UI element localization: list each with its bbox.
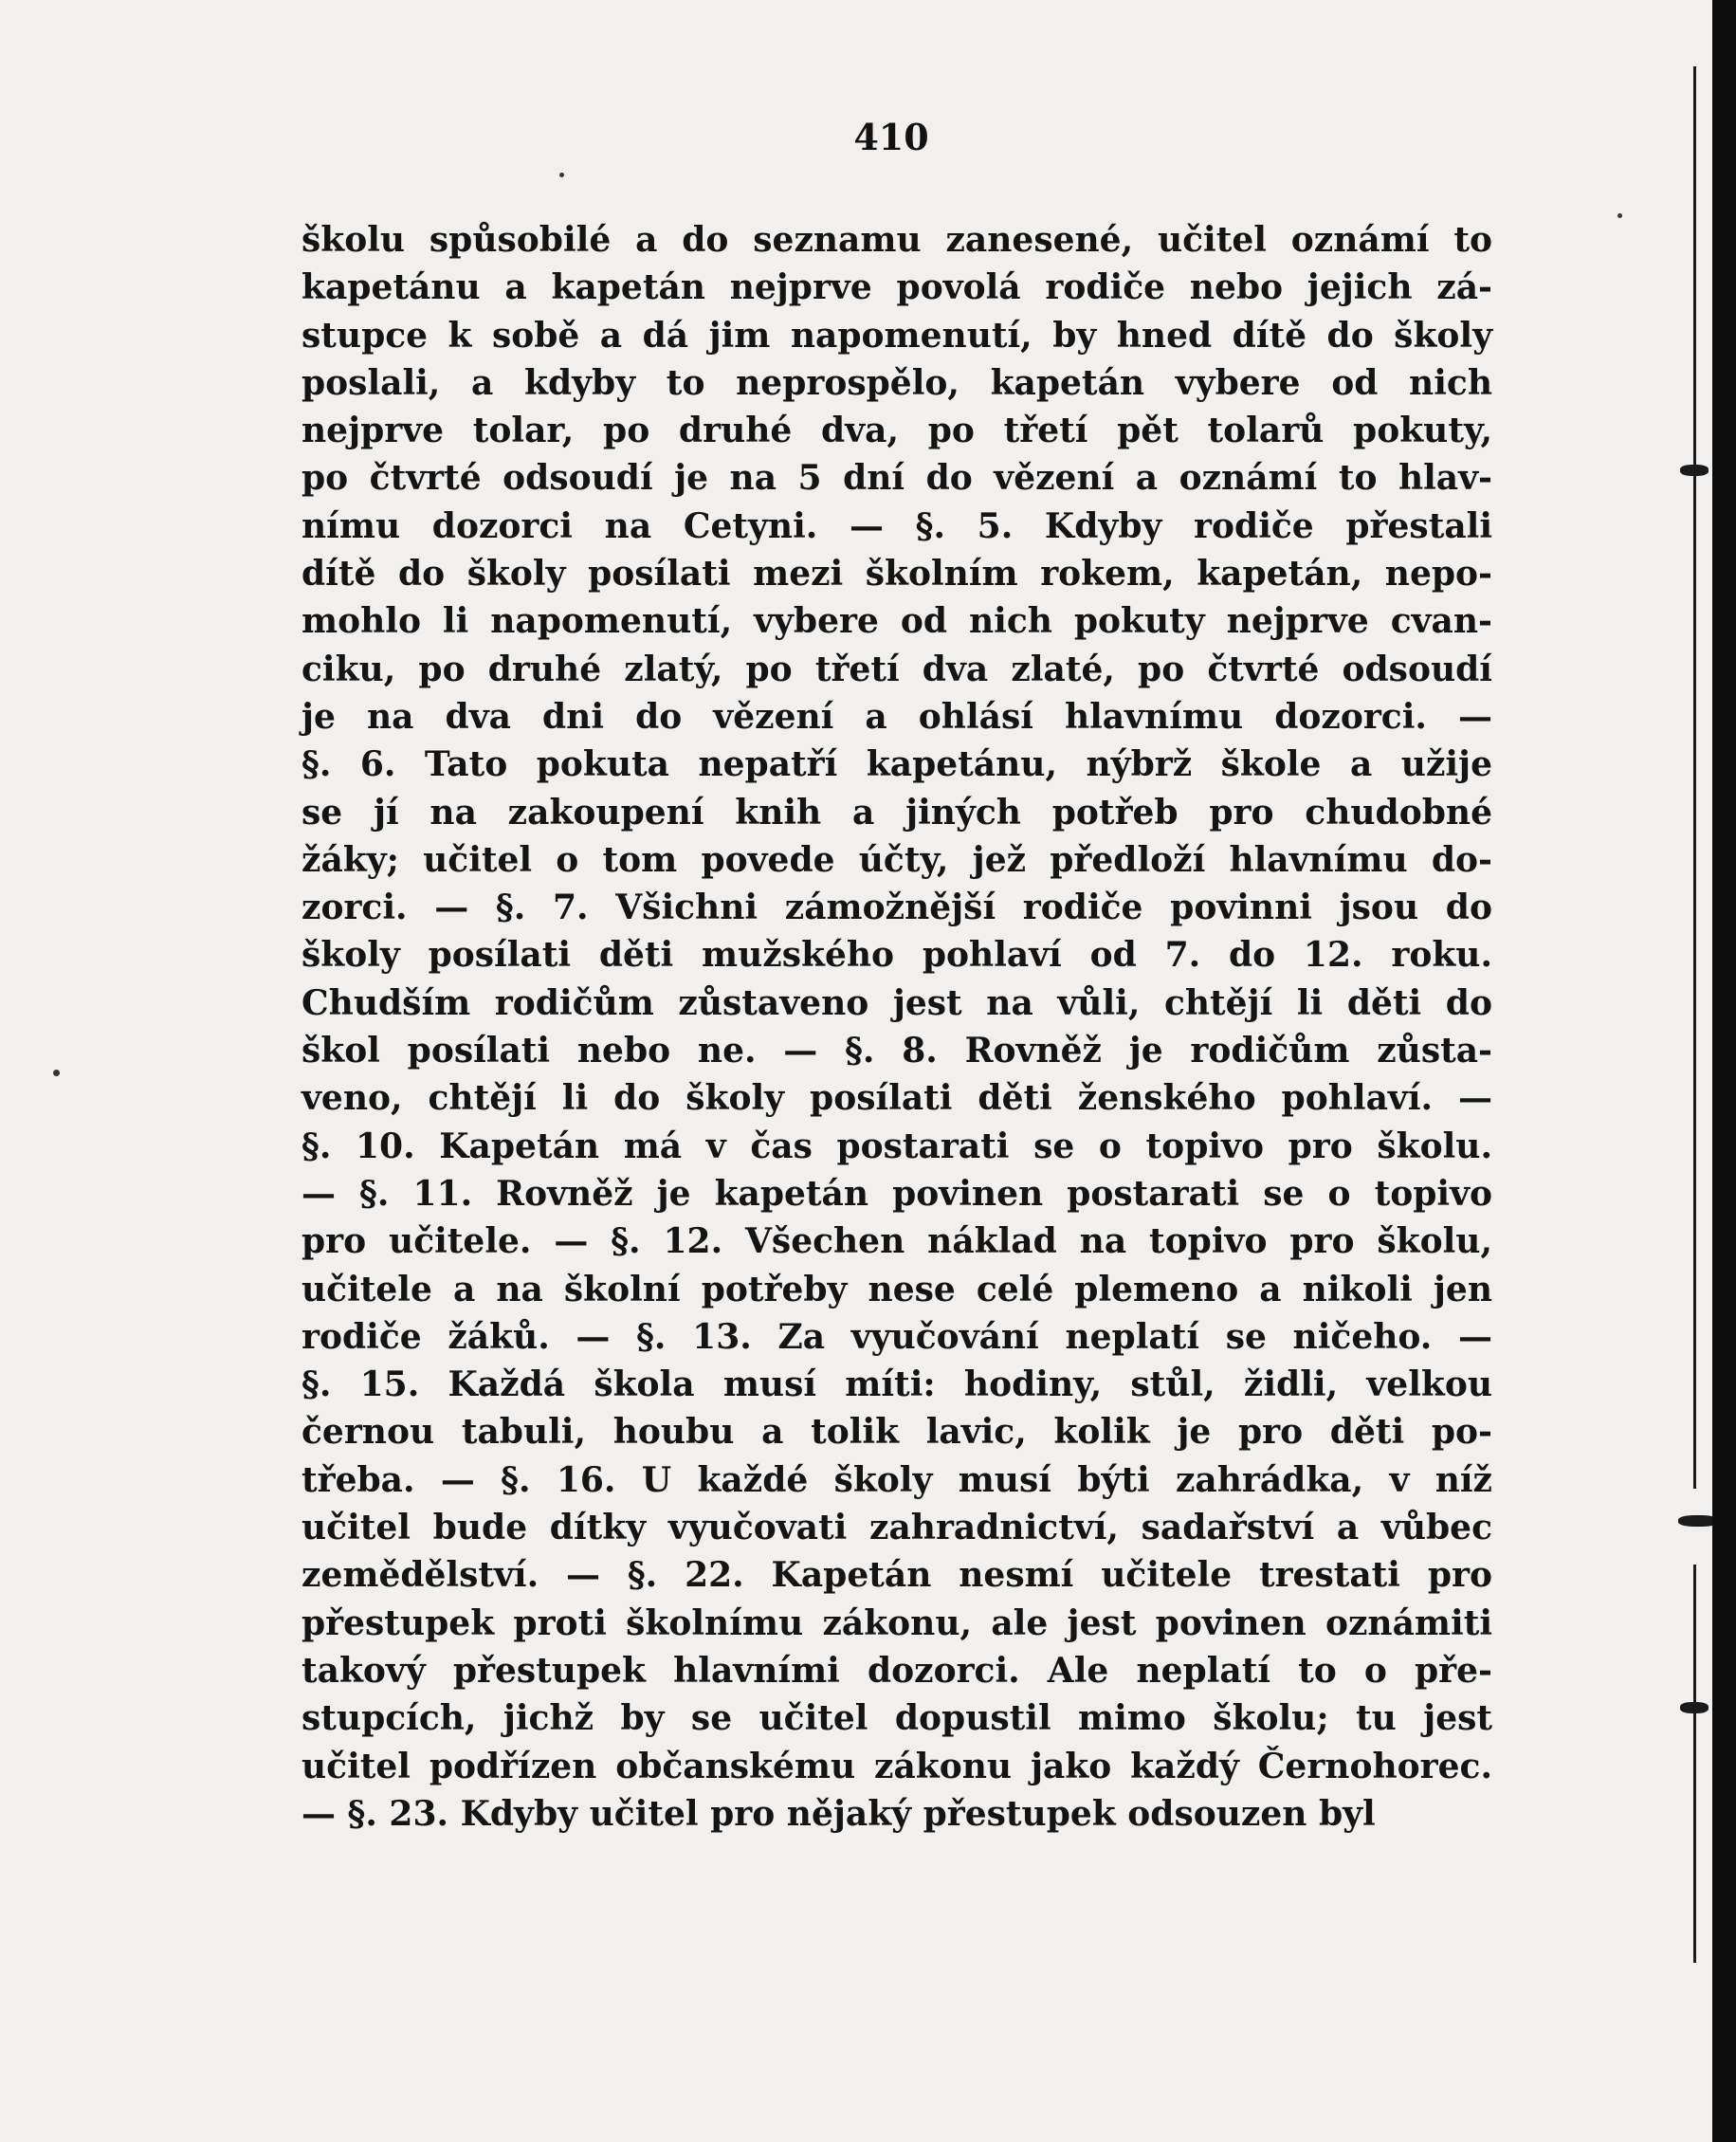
- text-line: ciku, po druhé zlatý, po třetí dva zlaté, po čtvrté odsoudí: [302, 649, 1492, 689]
- text-line: §. 6. Tato pokuta nepatří kapetánu, nýbrž škole a užije: [302, 744, 1492, 785]
- text-line: třeba. — §. 16. U každé školy musí býti zahrádka, v níž: [302, 1459, 1492, 1500]
- text-line: kapetánu a kapetán nejprve povolá rodiče nebo jejich zá-: [302, 267, 1492, 308]
- ink-speck: [559, 173, 564, 177]
- text-line: takový přestupek hlavními dozorci. Ale neplatí to o pře-: [302, 1650, 1492, 1691]
- text-line: zorci. — §. 7. Všichni zámožnější rodiče povinni jsou do: [302, 888, 1492, 928]
- text-line: dítě do školy posílati mezi školním rokem, kapetán, nepo-: [302, 554, 1492, 595]
- text-line: veno, chtějí li do školy posílati děti ženského pohlaví. —: [302, 1078, 1492, 1119]
- text-line: po čtvrté odsoudí je na 5 dní do vězení a oznámí to hlav-: [302, 458, 1492, 499]
- binding-clip-mark: [1680, 465, 1709, 476]
- text-line: učitel bude dítky vyučovati zahradnictví, sadařství a vůbec: [302, 1508, 1492, 1548]
- text-line: poslali, a kdyby to neprospělo, kapetán vybere od nich: [302, 362, 1492, 403]
- text-line: §. 15. Každá škola musí míti: hodiny, stůl, židli, velkou: [302, 1364, 1492, 1405]
- binding-rule: [1693, 66, 1696, 1489]
- text-line: zemědělství. — §. 22. Kapetán nesmí učitele trestati pro: [302, 1555, 1492, 1596]
- scan-edge: [1712, 0, 1736, 2142]
- text-line: učitele a na školní potřeby nese celé plemeno a nikoli jen: [302, 1269, 1492, 1309]
- text-line: černou tabuli, houbu a tolik lavic, kolik je pro děti po-: [302, 1412, 1492, 1453]
- text-line: škol posílati nebo ne. — §. 8. Rovněž je rodičům zůsta-: [302, 1031, 1492, 1071]
- text-line: přestupek proti školnímu zákonu, ale jest povinen oznámiti: [302, 1602, 1492, 1643]
- text-line: Chudším rodičům zůstaveno jest na vůli, chtějí li děti do: [302, 982, 1492, 1023]
- binding-clip-mark: [1680, 1702, 1709, 1713]
- text-line: mohlo li napomenutí, vybere od nich pokuty nejprve cvan-: [302, 601, 1492, 642]
- text-line: stupce k sobě a dá jim napomenutí, by hned dítě do školy: [302, 315, 1492, 356]
- text-line: — §. 11. Rovněž je kapetán povinen postarati se o topivo: [302, 1173, 1492, 1214]
- text-line: pro učitele. — §. 12. Všechen náklad na topivo pro školu,: [302, 1221, 1492, 1262]
- ink-speck: [53, 1070, 60, 1076]
- text-line: školu spůsobilé a do seznamu zanesené, učitel oznámí to: [302, 220, 1492, 260]
- text-line: rodiče žáků. — §. 13. Za vyučování neplatí se ničeho. —: [302, 1316, 1492, 1357]
- text-line: učitel podřízen občanskému zákonu jako každý Černohorec.: [302, 1746, 1492, 1786]
- text-line: školy posílati děti mužského pohlaví od 7. do 12. roku.: [302, 935, 1492, 976]
- text-line: — §. 23. Kdyby učitel pro nějaký přestupek odsouzen byl: [302, 1793, 1376, 1834]
- binding-rule: [1693, 1565, 1696, 1963]
- text-line: §. 10. Kapetán má v čas postarati se o topivo pro školu.: [302, 1126, 1492, 1166]
- text-line: stupcích, jichž by se učitel dopustil mimo školu; tu jest: [302, 1698, 1492, 1739]
- ink-speck: [1617, 213, 1622, 218]
- page-number: 410: [853, 116, 929, 158]
- text-line: žáky; učitel o tom povede účty, jež předloží hlavnímu do-: [302, 839, 1492, 880]
- text-line: nejprve tolar, po druhé dva, po třetí pět tolarů pokuty,: [302, 411, 1492, 451]
- text-line: se jí na zakoupení knih a jiných potřeb pro chudobné: [302, 792, 1492, 833]
- text-line: je na dva dni do vězení a ohlásí hlavnímu dozorci. —: [302, 696, 1492, 737]
- text-line: nímu dozorci na Cetyni. — §. 5. Kdyby rodiče přestali: [302, 505, 1492, 546]
- body-text: [302, 216, 1492, 1838]
